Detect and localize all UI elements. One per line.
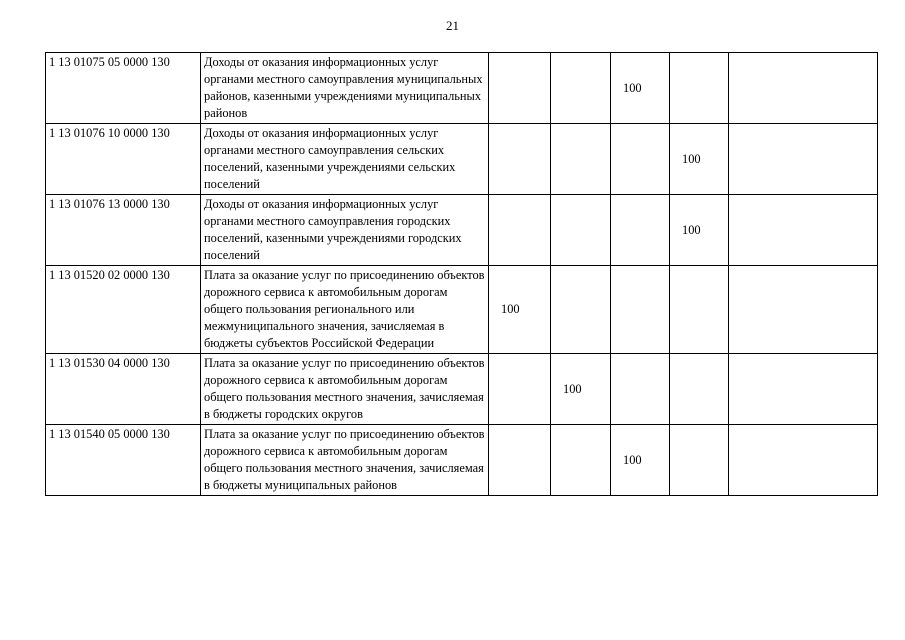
value-cell: [551, 124, 611, 195]
value-cell: [489, 195, 551, 266]
value-cell: 100: [551, 354, 611, 425]
value-cell: [729, 195, 878, 266]
table-row: [46, 266, 878, 354]
value-cell: [729, 53, 878, 124]
value-cell: [489, 124, 551, 195]
value-cell: [670, 266, 729, 354]
value-cell: [670, 354, 729, 425]
page-number: 21: [446, 18, 459, 33]
revenue-name-cell: Доходы от оказания информационных услуг органами местного самоуправления городских поселений, казенными учреждениями городских поселений: [201, 195, 489, 266]
value-cell: [611, 266, 670, 354]
value-cell: [551, 53, 611, 124]
value-cell: [729, 124, 878, 195]
value-cell: [611, 124, 670, 195]
revenue-name-cell: Плата за оказание услуг по присоединению объектов дорожного сервиса к автомобильным дорогам общего пользования регионального или межмуниципального значения, зачисляемая в бюджеты субъектов Российской Федерации: [201, 266, 489, 354]
value-cell: [729, 425, 878, 496]
value-cell: [611, 195, 670, 266]
value-cell: [489, 354, 551, 425]
table-row: [46, 425, 878, 496]
table-row: [46, 195, 878, 266]
value-cell: [670, 53, 729, 124]
revenue-name-cell: Плата за оказание услуг по присоединению объектов дорожного сервиса к автомобильным дорогам общего пользования местного значения, зачисляемая в бюджеты муниципальных районов: [201, 425, 489, 496]
value-cell: 100: [611, 53, 670, 124]
value-cell: 100: [670, 124, 729, 195]
value-cell: 100: [611, 425, 670, 496]
value-cell: [551, 425, 611, 496]
revenue-name-cell: Плата за оказание услуг по присоединению объектов дорожного сервиса к автомобильным дорогам общего пользования местного значения, зачисляемая в бюджеты городских округов: [201, 354, 489, 425]
budget-code-cell: 1 13 01540 05 0000 130: [46, 425, 201, 496]
table-row: [46, 124, 878, 195]
revenue-distribution-table: [45, 52, 878, 496]
table-row: [46, 354, 878, 425]
value-cell: 100: [489, 266, 551, 354]
value-cell: [729, 354, 878, 425]
revenue-name-cell: Доходы от оказания информационных услуг органами местного самоуправления сельских поселений, казенными учреждениями сельских поселений: [201, 124, 489, 195]
budget-code-cell: 1 13 01530 04 0000 130: [46, 354, 201, 425]
value-cell: [729, 266, 878, 354]
budget-code-cell: 1 13 01076 13 0000 130: [46, 195, 201, 266]
value-cell: [489, 425, 551, 496]
budget-code-cell: 1 13 01520 02 0000 130: [46, 266, 201, 354]
budget-code-cell: 1 13 01075 05 0000 130: [46, 53, 201, 124]
value-cell: [611, 354, 670, 425]
value-cell: [489, 53, 551, 124]
table-row: [46, 53, 878, 124]
value-cell: [670, 425, 729, 496]
value-cell: [551, 195, 611, 266]
value-cell: 100: [670, 195, 729, 266]
revenue-name-cell: Доходы от оказания информационных услуг органами местного самоуправления муниципальных районов, казенными учреждениями муниципальных районов: [201, 53, 489, 124]
budget-code-cell: 1 13 01076 10 0000 130: [46, 124, 201, 195]
value-cell: [551, 266, 611, 354]
